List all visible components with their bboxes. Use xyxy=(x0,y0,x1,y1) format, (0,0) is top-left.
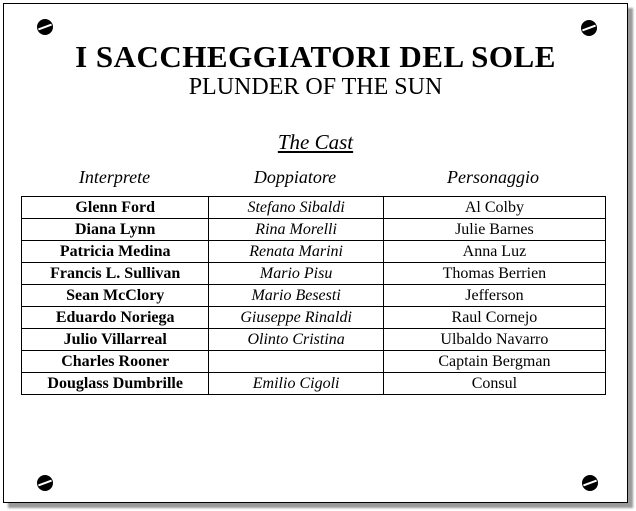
column-header-personaggio: Personaggio xyxy=(447,167,539,187)
dubber-cell: Emilio Cigoli xyxy=(209,373,383,395)
actor-cell: Diana Lynn xyxy=(22,219,209,241)
table-row xyxy=(22,241,606,263)
screw-icon xyxy=(37,19,53,35)
dubber-cell: Olinto Cristina xyxy=(209,329,383,351)
table-row xyxy=(22,285,606,307)
page-subtitle: PLUNDER OF THE SUN xyxy=(188,74,443,100)
screw-icon xyxy=(37,475,53,491)
dubber-cell: Giuseppe Rinaldi xyxy=(209,307,383,329)
actor-cell: Eduardo Noriega xyxy=(22,307,209,329)
actor-cell: Douglass Dumbrille xyxy=(22,373,209,395)
character-cell: Al Colby xyxy=(383,197,605,219)
character-cell: Jefferson xyxy=(383,285,605,307)
table-row xyxy=(22,351,606,373)
column-header-doppiatore: Doppiatore xyxy=(253,167,337,187)
column-header-interprete: Interprete xyxy=(78,167,151,187)
table-row xyxy=(22,263,606,285)
character-cell: Raul Cornejo xyxy=(383,307,605,329)
actor-cell: Francis L. Sullivan xyxy=(22,263,209,285)
actor-cell: Patricia Medina xyxy=(22,241,209,263)
character-cell: Julie Barnes xyxy=(383,219,605,241)
character-cell: Captain Bergman xyxy=(383,351,605,373)
table-row xyxy=(22,219,606,241)
dubber-cell: Stefano Sibaldi xyxy=(209,197,383,219)
table-row xyxy=(22,329,606,351)
actor-cell: Julio Villarreal xyxy=(22,329,209,351)
table-row xyxy=(22,373,606,395)
actor-cell: Charles Rooner xyxy=(22,351,209,373)
screw-icon xyxy=(581,20,597,36)
screw-icon xyxy=(582,475,598,491)
dubber-cell: Rina Morelli xyxy=(209,219,383,241)
section-heading: The Cast xyxy=(277,130,354,154)
dubber-cell: Renata Marini xyxy=(209,241,383,263)
dubber-cell: Mario Pisu xyxy=(209,263,383,285)
actor-cell: Glenn Ford xyxy=(22,197,209,219)
character-cell: Thomas Berrien xyxy=(383,263,605,285)
cast-table xyxy=(21,196,606,395)
cast-plaque xyxy=(3,3,628,503)
character-cell: Consul xyxy=(383,373,605,395)
table-row xyxy=(22,307,606,329)
actor-cell: Sean McClory xyxy=(22,285,209,307)
table-row xyxy=(22,197,606,219)
character-cell: Anna Luz xyxy=(383,241,605,263)
character-cell: Ulbaldo Navarro xyxy=(383,329,605,351)
dubber-cell xyxy=(209,351,383,373)
page-title: I SACCHEGGIATORI DEL SOLE xyxy=(75,39,556,74)
dubber-cell: Mario Besesti xyxy=(209,285,383,307)
